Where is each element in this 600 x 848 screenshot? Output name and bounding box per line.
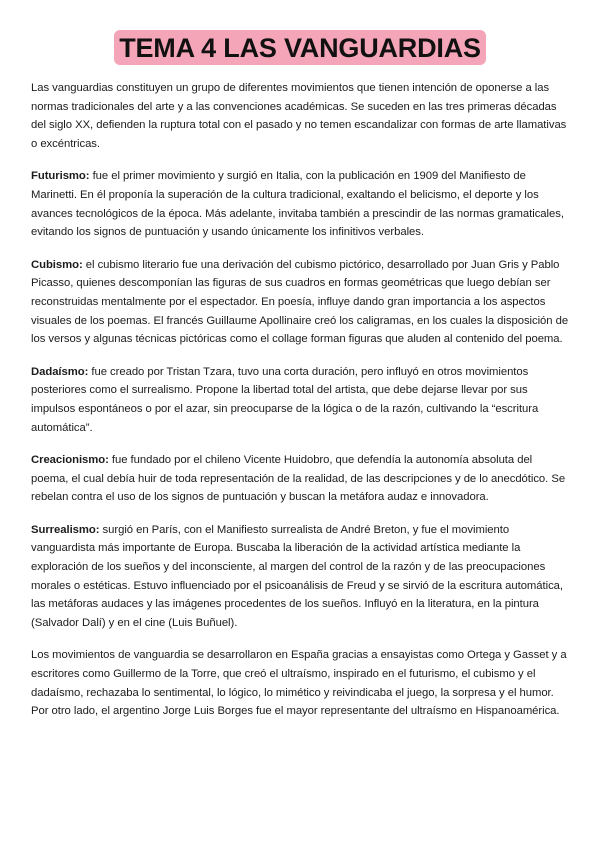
section-text: fue creado por Tristan Tzara, tuvo una corta duración, pero influyó en otros movimientos posteriores como el surrealismo. Propone la libertad total del artista, que debe dejarse llevar por sus impulsos espontáneos o por el azar, sin preocuparse de la lógica o de la razón, cultivando la “escritura automática”.	[31, 365, 539, 434]
section-cubismo	[31, 256, 569, 349]
section-term: Creacionismo:	[31, 454, 109, 467]
section-text: el cubismo literario fue una derivación del cubismo pictórico, desarrollado por Juan Gris y Pablo Picasso, quienes descomponían las figuras de sus cuadros en formas geométricas que luego debían ser reconstruidas mentalmente por el espectador. En poesía, influye dando gran importancia a los aspectos visuales de los poemas. El francés Guillaume Apollinaire creó los caligramas, en los cuales la disposición de los versos y algunas técnicas pictóricas como el collage forman figuras que aluden al contenido del poema.	[31, 258, 569, 346]
section-term: Dadaísmo:	[31, 365, 89, 378]
section-term: Surrealismo:	[31, 523, 100, 536]
page-title: TEMA 4 LAS VANGUARDIAS	[114, 30, 486, 65]
section-dadaismo	[31, 363, 569, 437]
section-text: fue el primer movimiento y surgió en Italia, con la publicación en 1909 del Manifiesto de Marinetti. En él proponía la superación de la cultura tradicional, exaltando el belicismo, el deporte y los avances tecnológicos de la época. Más adelante, invitaba también a prescindir de las normas gramaticales, evitando los signos de puntuación y usando únicamente los infinitivos verbales.	[31, 170, 564, 239]
closing-paragraph: Los movimientos de vanguardia se desarrollaron en España gracias a ensayistas como Ortega y Gasset y a escritores como Guillermo de la Torre, que creó el ultraísmo, inspirado en el futurismo, el cubismo y el dadaísmo, rechazaba lo sentimental, lo lógico, lo mimético y reivindicaba el juego, la sorpresa y el humor. Por otro lado, el argentino Jorge Luis Borges fue el mayor representante del ultraísmo en Hispanoamérica.	[31, 649, 567, 718]
section-creacionismo	[31, 451, 569, 507]
title-container	[31, 30, 569, 65]
section-term: Futurismo:	[31, 170, 90, 183]
section-text: surgió en París, con el Manifiesto surrealista de André Breton, y fue el movimiento vanguardista más importante de Europa. Buscaba la liberación de la actividad artística mediante la exploración de los sueños y del inconsciente, al margen del control de la razón y de las preocupaciones morales o estéticas. Estuvo influenciado por el psicoanálisis de Freud y se sirvió de la escritura automática, las metáforas audaces y las imágenes procedentes de los sueños. Influyó en la literatura, en la pintura (Salvador Dalí) y en el cine (Luis Buñuel).	[31, 523, 563, 629]
section-futurismo	[31, 167, 569, 241]
section-term: Cubismo:	[31, 258, 83, 271]
section-surrealismo	[31, 521, 569, 633]
intro-paragraph: Las vanguardias constituyen un grupo de diferentes movimientos que tienen intención de oponerse a las normas tradicionales del arte y a las convenciones académicas. Se suceden en las tres primeras décadas del siglo XX, defienden la ruptura total con el pasado y no temen escandalizar con formas de arte llamativas o excéntricas.	[31, 82, 567, 150]
section-text: fue fundado por el chileno Vicente Huidobro, que defendía la autonomía absoluta del poema, el cual debía huir de toda representación de la realidad, de las descripciones y de lo anecdótico. Se rebelan contra el uso de los signos de puntuación y buscan la metáfora audaz e innovadora.	[31, 454, 566, 504]
